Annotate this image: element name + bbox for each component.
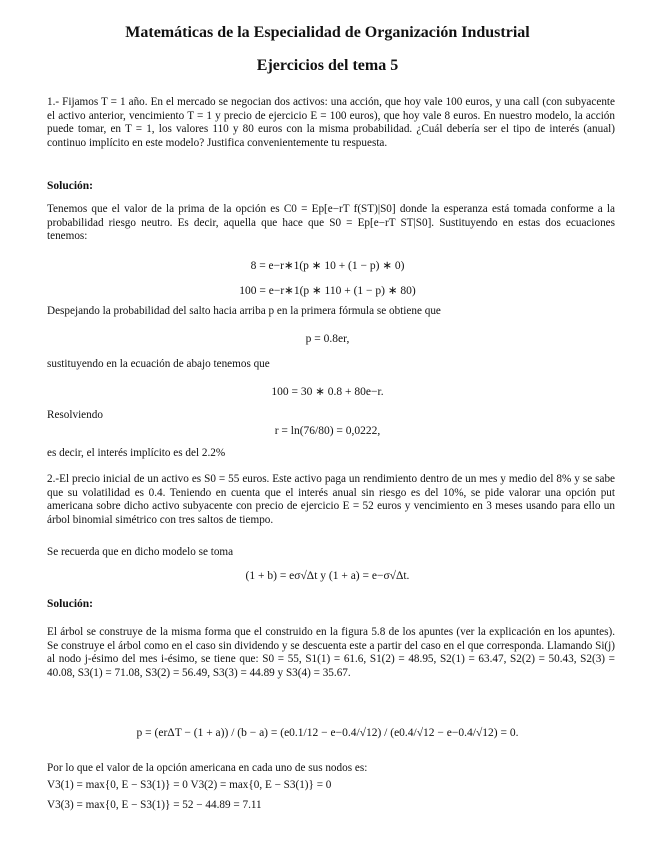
option-values-line-2: V3(3) = max{0, E − S3(1)} = 52 − 44.89 = 7.11	[47, 799, 262, 811]
option-values-line-1: V3(1) = max{0, E − S3(1)} = 0 V3(2) = max{0, E − S3(1)} = 0	[47, 779, 332, 791]
exercise-1-solution-paragraph: Tenemos que el valor de la prima de la opción es C0 = Ep[e−rT f(ST)|S0] donde la esperanza está tomada conforme a la probabilidad riesgo neutro. Es decir, aquella que hace que S0 = Ep[e−rT ST|S0]. Sustituyendo en estas dos ecuaciones tenemos:	[47, 203, 615, 243]
document-subtitle: Ejercicios del tema 5	[256, 57, 399, 74]
equation-6: (1 + b) = eσ√Δt y (1 + a) = e−σ√Δt.	[245, 570, 410, 582]
equation-3: p = 0.8er,	[305, 333, 350, 345]
exercise-2-statement: 2.-El precio inicial de un activo es S0 = 55 euros. Este activo paga un rendimiento dentro de un mes y medio del 8% y se sabe que su volatilidad es 0.4. Teniendo en cuenta que el interés anual sin riesgo es del 10%, se pide valorar una opción put americana sobre dicho activo subyacente con precio de ejercicio E = 52 euros y vencimiento en 3 meses usando para ello un árbol binomial simétrico con tres saltos de tiempo.	[47, 473, 615, 526]
exercise-2-paragraph-3: Por lo que el valor de la opción americana en cada uno de sus nodos es:	[47, 762, 368, 774]
equation-2: 100 = e−r∗1(p ∗ 110 + (1 − p) ∗ 80)	[239, 285, 416, 297]
exercise-2-paragraph-1: Se recuerda que en dicho modelo se toma	[47, 546, 234, 558]
exercise-1-conclusion: es decir, el interés implícito es del 2.2%	[47, 447, 226, 459]
exercise-1-solution-heading: Solución:	[47, 180, 94, 192]
exercise-1-paragraph-3: sustituyendo en la ecuación de abajo tenemos que	[47, 358, 270, 370]
equation-5: r = ln(76/80) = 0,0222,	[274, 425, 381, 437]
exercise-1-paragraph-4: Resolviendo	[47, 409, 103, 421]
equation-4: 100 = 30 ∗ 0.8 + 80e−r.	[271, 386, 384, 398]
exercise-1-paragraph-2: Despejando la probabilidad del salto hacia arriba p en la primera fórmula se obtiene que	[47, 305, 441, 317]
equation-1: 8 = e−r∗1(p ∗ 10 + (1 − p) ∗ 0)	[250, 260, 405, 272]
document-title: Matemáticas de la Especialidad de Organización Industrial	[125, 24, 530, 41]
equation-7: p = (erΔT − (1 + a)) / (b − a) = (e0.1/12 − e−0.4/√12) / (e0.4/√12 − e−0.4/√12) = 0.	[136, 727, 519, 739]
exercise-1-statement: 1.- Fijamos T = 1 año. En el mercado se negocian dos activos: una acción, que hoy vale 100 euros, y una call (con subyacente el activo anterior, vencimiento T = 1 y precio de ejercicio E = 100 euros), que hoy vale 8 euros. En nuestro modelo, la acción puede tomar, en T = 1, los valores 110 y 80 euros con la misma probabilidad. ¿Cuál debería ser el tipo de interés (anual) continuo implícito en este modelo? Justifica convenientemente tu respuesta.	[47, 96, 615, 149]
exercise-2-solution-paragraph: El árbol se construye de la misma forma que el construido en la figura 5.8 de los apuntes (ver la explicación en los apuntes). Se construye el árbol como en el caso sin dividendo y se descuenta este a partir del caso en el que corresponda. Llamando Si(j) al nodo j-ésimo del mes i-ésimo, se tiene que: S0 = 55, S1(1) = 61.6, S1(2) = 48.95, S2(1) = 63.47, S2(2) = 50.43, S2(3) = 40.08, S3(1) = 71.08, S3(2) = 56.49, S3(3) = 44.89 y S3(4) = 35.67.	[47, 626, 615, 679]
exercise-2-solution-heading: Solución:	[47, 598, 94, 610]
